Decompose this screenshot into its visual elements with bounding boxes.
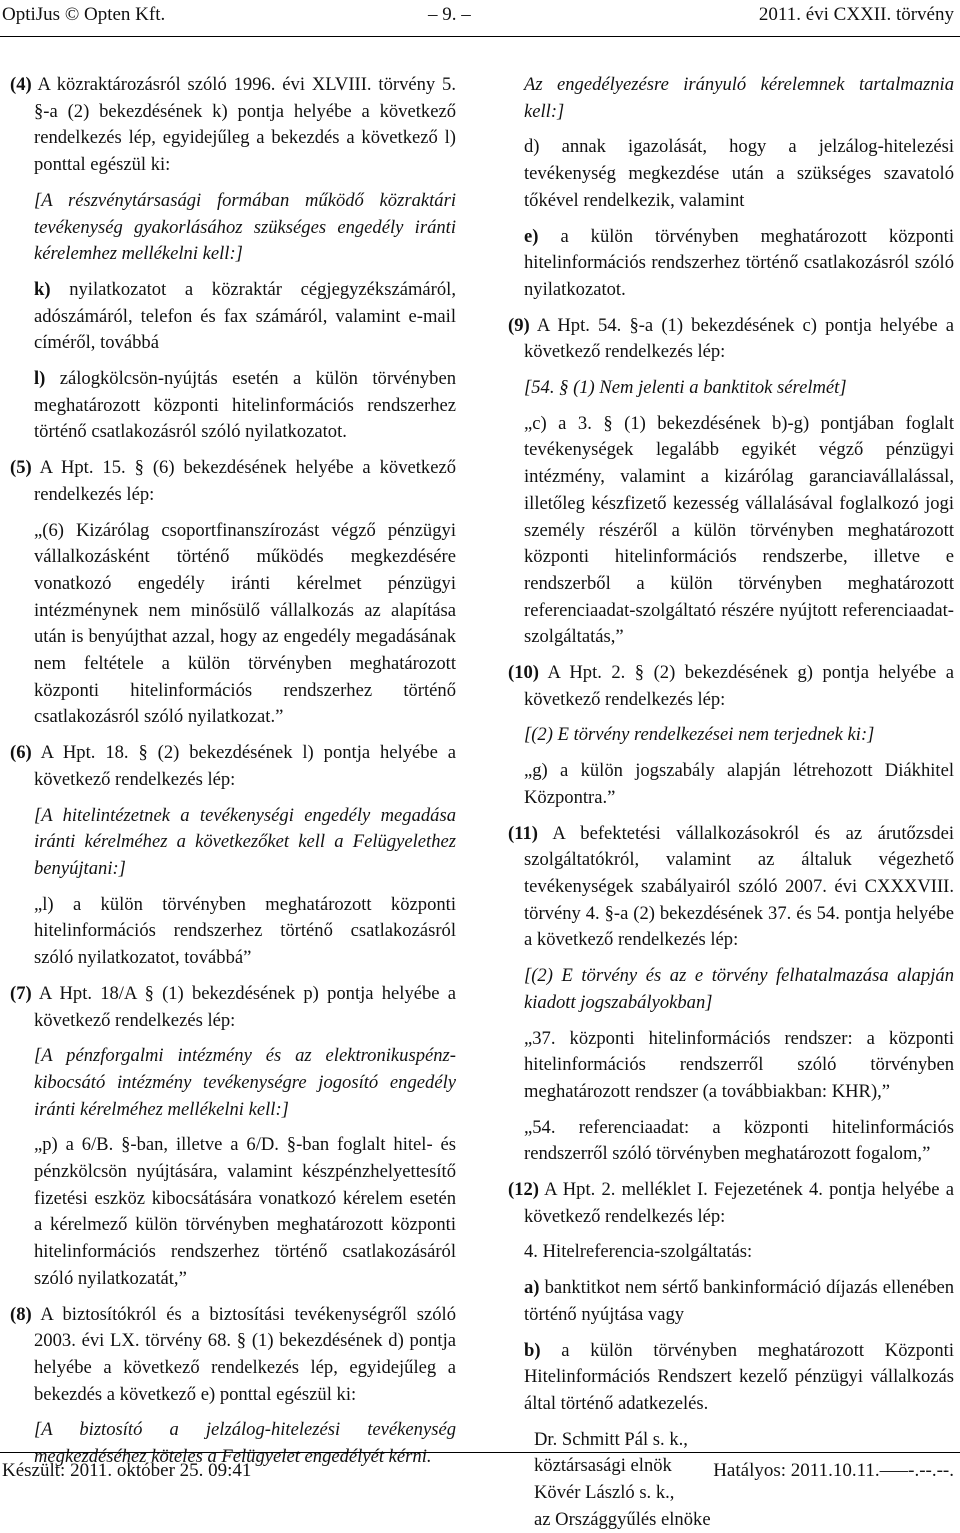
point-marker: l) <box>34 368 46 390</box>
paragraph-number: (4) <box>10 74 32 95</box>
paragraph-6 <box>10 740 456 793</box>
point-marker: k) <box>34 278 51 300</box>
paragraph-text: A Hpt. 15. § (6) bekezdésének helyébe a következő rendelkezés lép: <box>34 457 457 505</box>
paragraph-number: (5) <box>10 457 32 479</box>
paragraph-number: (9) <box>508 314 530 336</box>
footer-effective-date: Hatályos: 2011.10.11.–––-.--.--. <box>713 1460 954 1481</box>
paragraph-4 <box>10 72 456 179</box>
paragraph-7 <box>10 981 456 1034</box>
point-text: banktitkot nem sértő bankinformáció díjazás ellenében történő nyújtása vagy <box>524 1277 954 1325</box>
paragraph-9-quote: „c) a 3. § (1) bekezdésének b)-g) pontjában foglalt tevékenységek legalább egyikét végző pénzügyi intézmény, valamint a kizárólag garanciavállalással, illetőleg készfizető kezesség vállalásával foglalkozó jogi személy részéről a külön törvényben meghatározott központi hitelinformációs rendszerbe, illetve e rendszerből a külön törvényben meghatározott referenciaadat-szolgáltató részére nyújtott referenciaadat-szolgáltatás,” <box>524 412 954 648</box>
paragraph-text: A Hpt. 54. §-a (1) bekezdésének c) pontja helyébe a következő rendelkezés lép: <box>524 314 954 363</box>
point-text: a külön törvényben meghatározott Központi Hitelinformációs Rendszert kezelő pénzügyi vállalkozás által történő adatkezelés. <box>524 1339 954 1414</box>
paragraph-12-point-a <box>508 1275 954 1328</box>
paragraph-8-point-e <box>508 224 954 304</box>
paragraph-number: (7) <box>10 982 32 1004</box>
paragraph-12 <box>508 1177 954 1230</box>
paragraph-4-intro: [A részvénytársasági formában működő közraktári tevékenység gyakorlásához szükséges engedély iránti kérelemhez mellékelni kell:] <box>34 189 456 265</box>
paragraph-5-quote: „(6) Kizárólag csoportfinanszírozást végző pénzügyi vállalkozásként történő működés megkezdésére vonatkozó engedély iránti kérelmet pénzügyi intézménynek nem minősülő vállalkozás az alapítása után is benyújthat azzal, hogy az engedély megadásának nem feltétele a külön törvényben meghatározott központi hitelinformációs rendszerhez történő csatlakozásról szóló nyilatkozat.” <box>34 519 456 728</box>
point-text: a külön törvényben meghatározott központi hitelinformációs rendszerhez történő csatlakozásról szóló nyilatkozatot. <box>524 225 955 300</box>
paragraph-text: A közraktározásról szóló 1996. évi XLVIII. törvény 5. §-a (2) bekezdésének k) pontja helyébe a következő rendelkezés lép, egyidejűleg a bekezdés a következő l) ponttal egészül ki: <box>34 74 457 176</box>
paragraph-4-point-l <box>10 366 456 446</box>
paragraph-10-quote: „g) a külön jogszabály alapján létrehozott Diákhitel Központra.” <box>524 760 954 808</box>
paragraph-9 <box>508 313 954 366</box>
paragraph-number: (6) <box>10 742 32 764</box>
paragraph-7-intro: [A pénzforgalmi intézmény és az elektronikuspénz-kibocsátó intézmény tevékenységre jogosító engedély iránti kérelméhez mellékelni kell:] <box>34 1045 456 1120</box>
paragraph-text: A Hpt. 2. melléklet I. Fejezetének 4. pontja helyébe a következő rendelkezés lép: <box>524 1179 954 1227</box>
paragraph-11-intro: [(2) E törvény és az e törvény felhatalmazása alapján kiadott jogszabályokban] <box>524 965 954 1013</box>
paragraph-8 <box>10 1302 456 1409</box>
signature-speaker-name: Kövér László s. k., <box>534 1482 675 1504</box>
paragraph-6-intro: [A hitelintézetnek a tevékenységi engedély megadása iránti kérelméhez a következőket kell a Felügyelethez benyújtani:] <box>34 804 456 879</box>
header-law-title: 2011. évi CXXII. törvény <box>758 4 954 25</box>
paragraph-11-quote-37: „37. központi hitelinformációs rendszer: a központi hitelinformációs rendszerről szóló törvényben meghatározott rendszer (a továbbiakban: KHR),” <box>524 1027 954 1102</box>
paragraph-number: (12) <box>508 1179 539 1201</box>
signature-president-title: köztársasági elnök <box>534 1455 672 1477</box>
signature-president-name: Dr. Schmitt Pál s. k., <box>534 1428 688 1450</box>
paragraph-text: A biztosítókról és a biztosítási tevékenységről szóló 2003. évi LX. törvény 68. § (1) bekezdésének d) pontja helyébe a következő rendelkezés lép, egyidejűleg a bekezdés a következő e) ponttal egészül ki: <box>34 1303 456 1405</box>
paragraph-text: A Hpt. 18. § (2) bekezdésének l) pontja helyébe a következő rendelkezés lép: <box>34 742 457 790</box>
paragraph-text: A Hpt. 2. § (2) bekezdésének g) pontja helyébe a következő rendelkezés lép: <box>524 662 955 710</box>
point-text: zálogkölcsön-nyújtás esetén a külön törvényben meghatározott központi hitelinformációs rendszerhez történő csatlakozásról szóló nyilatkozatot. <box>34 368 456 443</box>
paragraph-4-point-k <box>10 277 456 357</box>
paragraph-11 <box>508 821 954 955</box>
paragraph-11-quote-54: „54. referenciaadat: a központi hitelinformációs rendszerről szóló törvényben meghatározott fogalom,” <box>524 1116 954 1165</box>
point-marker: a) <box>524 1277 540 1299</box>
paragraph-5 <box>10 455 456 508</box>
paragraph-8-point-d: d) annak igazolását, hogy a jelzálog-hitelezési tevékenység megkezdése után a szükséges szavatoló tőkével rendelkezik, valamint <box>524 136 954 211</box>
paragraph-10-intro: [(2) E törvény rendelkezései nem terjednek ki:] <box>524 724 875 746</box>
paragraph-number: (11) <box>508 822 538 844</box>
paragraph-7-quote: „p) a 6/B. §-ban, illetve a 6/D. §-ban foglalt hitel- és pénzkölcsön nyújtására, valamint készpénzhelyettesítő fizetési eszköz kibocsátására vonatkozó kérelem esetén a kérelmező külön törvényben meghatározott központi hitelinformációs rendszerhez történő csatlakozásáról szóló nyilatkozatát,” <box>34 1134 456 1289</box>
paragraph-9-intro: [54. § (1) Nem jelenti a banktitok sérelmét] <box>524 377 847 399</box>
page-header <box>0 4 960 32</box>
left-column <box>10 72 456 1480</box>
point-marker: b) <box>524 1339 541 1361</box>
paragraph-12-point-b <box>508 1338 954 1418</box>
paragraph-8-continued-intro: Az engedélyezésre irányuló kérelemnek tartalmaznia kell:] <box>524 74 954 122</box>
paragraph-text: A befektetési vállalkozásokról és az árutőzsdei szolgáltatókról, valamint az általuk végezhető tevékenységek szabályairól szóló 2007. évi CXXXVIII. törvény 4. §-a (2) bekezdésének 37. és 54. pontja helyébe a következő rendelkezés lép: <box>524 822 954 951</box>
paragraph-6-quote: „l) a külön törvényben meghatározott központi hitelinformációs rendszerhez történő csatlakozásról szóló nyilatkozatot, továbbá” <box>34 893 456 969</box>
paragraph-text: A Hpt. 18/A § (1) bekezdésének p) pontja helyébe a következő rendelkezés lép: <box>34 982 457 1031</box>
signature-speaker-title: az Országgyűlés elnöke <box>534 1508 711 1530</box>
footer-rule <box>0 1452 960 1453</box>
point-text: nyilatkozatot a közraktár cégjegyzékszámáról, adószámáról, telefon és fax számáról, valamint e-mail címéről, továbbá <box>34 278 456 354</box>
right-column <box>508 72 954 1533</box>
paragraph-8-intro: [A biztosító a jelzálog-hitelezési tevékenység megkezdéséhez köteles a Felügyelet engedélyét kérni. <box>34 1419 456 1468</box>
header-publisher: OptiJus © Opten Kft. <box>2 4 166 25</box>
paragraph-number: (10) <box>508 662 539 684</box>
header-page-number: – 9. – <box>428 4 471 25</box>
footer-created-date: Készült: 2011. október 25. 09:41 <box>2 1460 252 1481</box>
paragraph-number: (8) <box>10 1303 32 1325</box>
header-rule <box>0 36 960 37</box>
paragraph-10 <box>508 660 954 713</box>
point-marker: e) <box>524 225 539 247</box>
paragraph-12-title: 4. Hitelreferencia-szolgáltatás: <box>524 1241 753 1263</box>
